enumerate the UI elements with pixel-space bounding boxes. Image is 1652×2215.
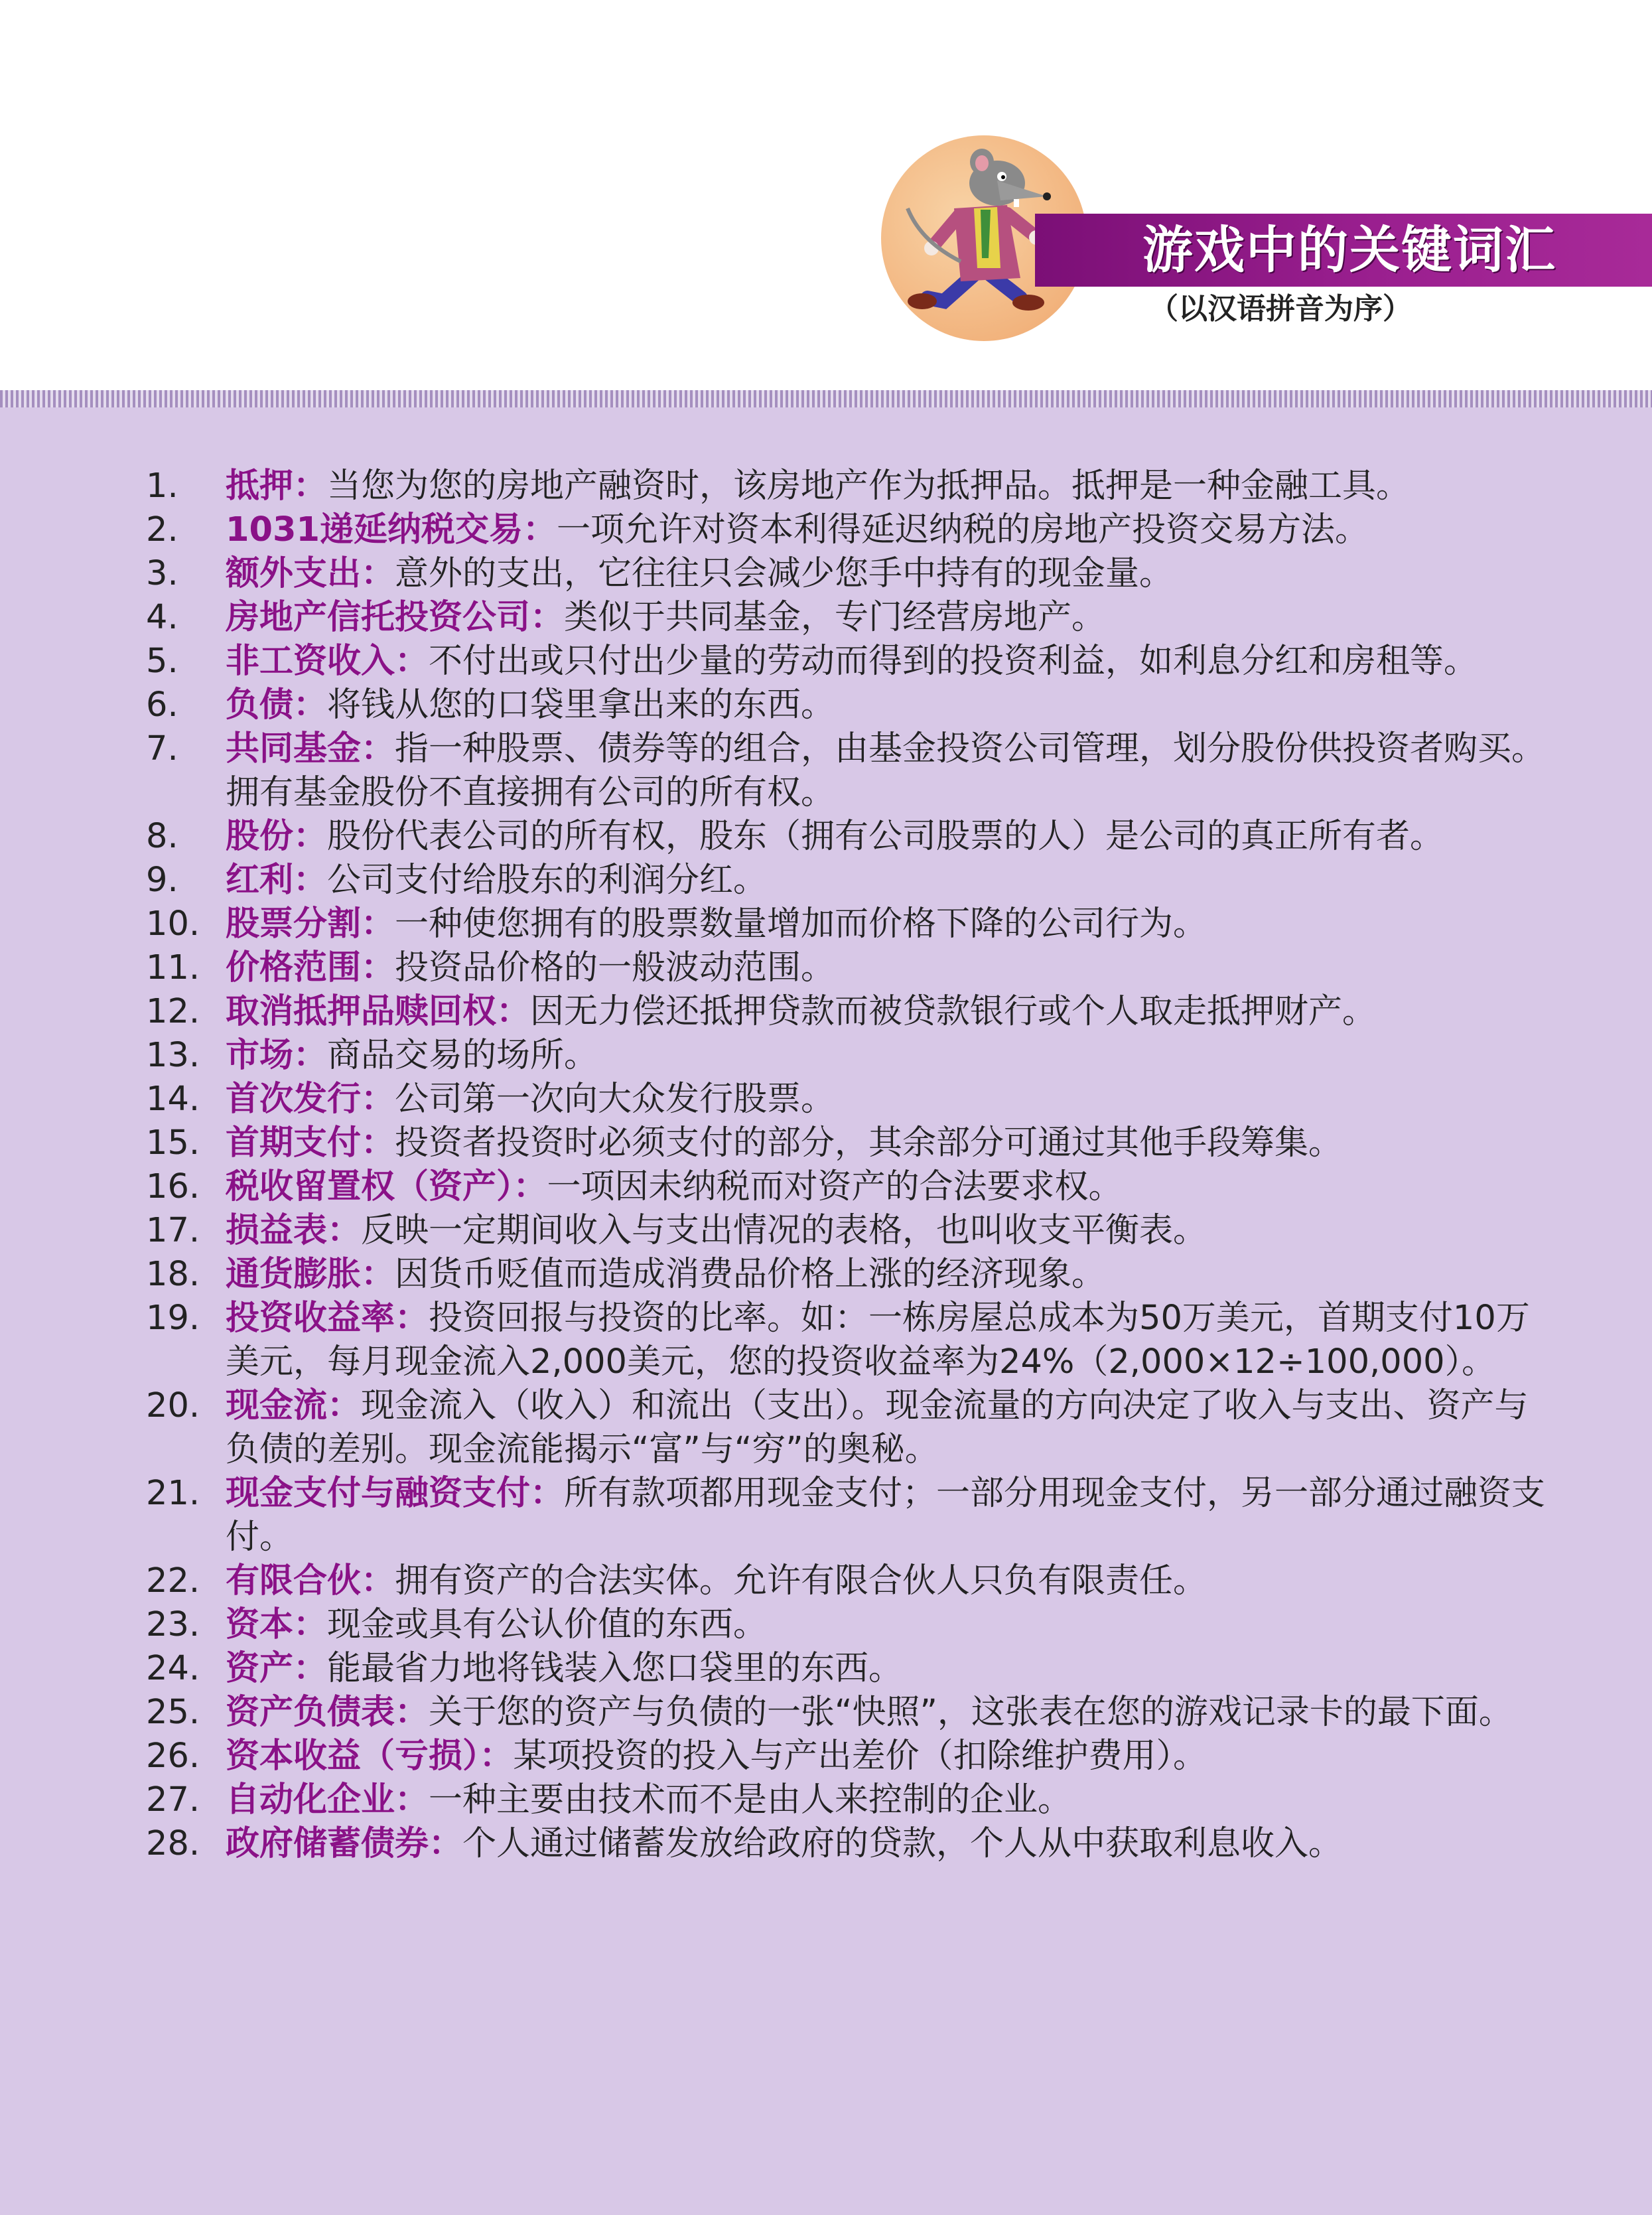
entry-definition: 公司支付给股东的利润分红。 <box>327 861 768 900</box>
entry-colon: ： <box>327 1211 362 1250</box>
list-item <box>146 1253 1552 1297</box>
entry-colon: ： <box>429 1824 463 1863</box>
entry-colon: ： <box>293 1036 328 1075</box>
glossary-list <box>146 464 1552 1866</box>
list-item <box>146 683 1552 727</box>
entry-number: 22. <box>146 1561 200 1601</box>
entry-number: 28. <box>146 1824 200 1863</box>
entry-definition: 一种主要由技术而不是由人来控制的企业。 <box>429 1780 1072 1820</box>
entry-definition: 投资者投资时必须支付的部分，其余部分可通过其他手段筹集。 <box>395 1123 1343 1163</box>
list-item <box>146 1297 1552 1384</box>
entry-term: 非工资收入 <box>226 642 395 681</box>
list-item <box>146 1384 1552 1472</box>
entry-colon: ： <box>361 1255 395 1294</box>
entry-colon: ： <box>479 1737 514 1776</box>
entry-text <box>226 464 1552 508</box>
entry-number: 5. <box>146 642 178 681</box>
entry-number: 26. <box>146 1737 200 1776</box>
entry-colon: ： <box>293 1649 328 1688</box>
entry-number: 12. <box>146 992 200 1031</box>
entry-text <box>226 1078 1552 1121</box>
list-item <box>146 946 1552 990</box>
entry-colon: ： <box>395 642 429 681</box>
entry-definition: 将钱从您的口袋里拿出来的东西。 <box>327 685 835 725</box>
entry-definition: 因货币贬值而造成消费品价格上涨的经济现象。 <box>395 1255 1106 1294</box>
entry-number: 6. <box>146 685 178 725</box>
list-item <box>146 1822 1552 1866</box>
list-item <box>146 1034 1552 1078</box>
entry-text <box>226 946 1552 990</box>
entry-text <box>226 1209 1552 1253</box>
entry-text <box>226 683 1552 727</box>
entry-term: 资产负债表 <box>226 1693 395 1732</box>
entry-term: 股票分割 <box>226 904 362 944</box>
entry-term: 资产 <box>226 1649 294 1688</box>
entry-definition: 指一种股票、债券等的组合，由基金投资公司管理，划分股份供投资者购买。拥有基金股份不直接拥有公司的所有权。 <box>226 729 1546 812</box>
entry-term: 市场 <box>226 1036 294 1075</box>
entry-term: 首期支付 <box>226 1123 362 1163</box>
list-item <box>146 1735 1552 1778</box>
entry-number: 4. <box>146 598 178 637</box>
entry-term: 共同基金 <box>226 729 362 768</box>
list-item <box>146 1778 1552 1822</box>
entry-colon: ： <box>361 948 395 987</box>
entry-definition: 一项允许对资本利得延迟纳税的房地产投资交易方法。 <box>556 510 1369 549</box>
page-subtitle: （以汉语拼音为序） <box>1149 292 1412 326</box>
entry-definition: 因无力偿还抵押贷款而被贷款银行或个人取走抵押财产。 <box>530 992 1377 1031</box>
entry-text <box>226 1384 1552 1472</box>
list-item <box>146 1559 1552 1603</box>
entry-number: 17. <box>146 1211 200 1250</box>
entry-text <box>226 1735 1552 1778</box>
entry-colon: ： <box>513 1167 547 1206</box>
entry-definition: 一种使您拥有的股票数量增加而价格下降的公司行为。 <box>395 904 1207 944</box>
entry-number: 13. <box>146 1036 200 1075</box>
entry-term: 额外支出 <box>226 554 362 593</box>
entry-term: 资本 <box>226 1605 294 1644</box>
entry-term: 负债 <box>226 685 294 725</box>
entry-definition: 不付出或只付出少量的劳动而得到的投资利益，如利息分红和房租等。 <box>429 642 1478 681</box>
entry-definition: 一项因未纳税而对资产的合法要求权。 <box>547 1167 1123 1206</box>
entry-term: 政府储蓄债券 <box>226 1824 429 1863</box>
entry-term: 股份 <box>226 817 294 856</box>
entry-text <box>226 1034 1552 1078</box>
entry-definition: 股份代表公司的所有权，股东（拥有公司股票的人）是公司的真正所有者。 <box>327 817 1444 856</box>
entry-colon: ： <box>361 1123 395 1163</box>
entry-term: 资本收益（亏损） <box>226 1737 480 1776</box>
list-item <box>146 990 1552 1034</box>
list-item <box>146 859 1552 902</box>
entry-colon: ： <box>395 1299 429 1338</box>
entry-number: 11. <box>146 948 200 987</box>
entry-number: 24. <box>146 1649 200 1688</box>
entry-number: 18. <box>146 1255 200 1294</box>
entry-term: 红利 <box>226 861 294 900</box>
entry-colon: ： <box>293 817 328 856</box>
entry-term: 现金支付与融资支付 <box>226 1474 531 1513</box>
entry-text <box>226 727 1552 815</box>
list-item <box>146 1603 1552 1647</box>
entry-term: 取消抵押品赎回权 <box>226 992 497 1031</box>
entry-term: 抵押 <box>226 466 294 506</box>
entry-number: 2. <box>146 510 178 549</box>
entry-text <box>226 1559 1552 1603</box>
entry-colon: ： <box>395 1780 429 1820</box>
entry-colon: ： <box>496 992 531 1031</box>
list-item <box>146 464 1552 508</box>
entry-term: 现金流 <box>226 1386 328 1425</box>
entry-definition: 商品交易的场所。 <box>327 1036 598 1075</box>
page-top <box>0 0 1652 390</box>
entry-colon: ： <box>361 554 395 593</box>
entry-text <box>226 1822 1552 1866</box>
entry-text <box>226 1253 1552 1297</box>
entry-definition: 某项投资的投入与产出差价（扣除维护费用）。 <box>513 1737 1207 1776</box>
entry-colon: ： <box>395 1693 429 1732</box>
entry-colon: ： <box>293 861 328 900</box>
entry-term: 损益表 <box>226 1211 328 1250</box>
entry-text <box>226 552 1552 596</box>
list-item <box>146 1472 1552 1559</box>
entry-text <box>226 1778 1552 1822</box>
list-item <box>146 902 1552 946</box>
list-item <box>146 815 1552 859</box>
entry-text <box>226 990 1552 1034</box>
entry-term: 自动化企业 <box>226 1780 395 1820</box>
entry-text <box>226 902 1552 946</box>
page-title: 游戏中的关键词汇 <box>1142 220 1556 279</box>
entry-text <box>226 596 1552 640</box>
entry-number: 19. <box>146 1299 200 1338</box>
entry-term: 税收留置权（资产） <box>226 1167 514 1206</box>
entry-definition: 个人通过储蓄发放给政府的贷款，个人从中获取利息收入。 <box>462 1824 1343 1863</box>
entry-definition: 意外的支出，它往往只会减少您手中持有的现金量。 <box>395 554 1174 593</box>
list-item <box>146 1078 1552 1121</box>
list-item <box>146 596 1552 640</box>
entry-number: 1. <box>146 466 178 506</box>
entry-definition: 投资回报与投资的比率。如：一栋房屋总成本为50万美元，首期支付10万美元，每月现金流入2,000美元，您的投资收益率为24%（2,000×12÷100,000）。 <box>226 1299 1530 1382</box>
entry-number: 23. <box>146 1605 200 1644</box>
entry-definition: 公司第一次向大众发行股票。 <box>395 1080 835 1119</box>
entry-definition: 所有款项都用现金支付；一部分用现金支付，另一部分通过融资支付。 <box>226 1474 1546 1557</box>
entry-text <box>226 815 1552 859</box>
entry-definition: 现金流入（收入）和流出（支出）。现金流量的方向决定了收入与支出、资产与负债的差别。现金流能揭示“富”与“穷”的奥秘。 <box>226 1386 1529 1469</box>
list-item <box>146 552 1552 596</box>
entry-number: 9. <box>146 861 178 900</box>
entry-term: 价格范围 <box>226 948 362 987</box>
list-item <box>146 1209 1552 1253</box>
entry-colon: ： <box>530 1474 565 1513</box>
entry-number: 16. <box>146 1167 200 1206</box>
list-item <box>146 727 1552 815</box>
entry-term: 投资收益率 <box>226 1299 395 1338</box>
entry-colon: ： <box>522 510 557 549</box>
entry-term: 通货膨胀 <box>226 1255 362 1294</box>
entry-definition: 反映一定期间收入与支出情况的表格，也叫收支平衡表。 <box>361 1211 1207 1250</box>
entry-text <box>226 859 1552 902</box>
entry-definition: 投资品价格的一般波动范围。 <box>395 948 835 987</box>
entry-colon: ： <box>293 466 328 506</box>
entry-colon: ： <box>327 1386 362 1425</box>
list-item <box>146 508 1552 552</box>
entry-definition: 当您为您的房地产融资时，该房地产作为抵押品。抵押是一种金融工具。 <box>327 466 1411 506</box>
divider-stripe <box>0 390 1652 407</box>
entry-term: 首次发行 <box>226 1080 362 1119</box>
entry-colon: ： <box>293 685 328 725</box>
entry-definition: 类似于共同基金，专门经营房地产。 <box>564 598 1106 637</box>
entry-number: 7. <box>146 729 178 768</box>
entry-term: 1031递延纳税交易 <box>226 510 523 549</box>
entry-text <box>226 1472 1552 1559</box>
entry-number: 15. <box>146 1123 200 1163</box>
entry-colon: ： <box>530 598 565 637</box>
entry-number: 8. <box>146 817 178 856</box>
entry-text <box>226 1165 1552 1209</box>
entry-text <box>226 508 1552 552</box>
entry-number: 27. <box>146 1780 200 1820</box>
entry-colon: ： <box>361 1561 395 1601</box>
list-item <box>146 640 1552 683</box>
entry-definition: 能最省力地将钱装入您口袋里的东西。 <box>327 1649 903 1688</box>
list-item <box>146 1647 1552 1691</box>
list-item <box>146 1165 1552 1209</box>
entry-number: 10. <box>146 904 200 944</box>
entry-text <box>226 640 1552 683</box>
entry-term: 有限合伙 <box>226 1561 362 1601</box>
entry-definition: 现金或具有公认价值的东西。 <box>327 1605 768 1644</box>
entry-text <box>226 1647 1552 1691</box>
entry-text <box>226 1691 1552 1735</box>
entry-number: 3. <box>146 554 178 593</box>
entry-definition: 拥有资产的合法实体。允许有限合伙人只负有限责任。 <box>395 1561 1207 1601</box>
list-item <box>146 1121 1552 1165</box>
entry-text <box>226 1297 1552 1384</box>
entry-text <box>226 1121 1552 1165</box>
entry-text <box>226 1603 1552 1647</box>
entry-colon: ： <box>293 1605 328 1644</box>
entry-term: 房地产信托投资公司 <box>226 598 531 637</box>
entry-colon: ： <box>361 729 395 768</box>
list-item <box>146 1691 1552 1735</box>
entry-colon: ： <box>361 904 395 944</box>
entry-number: 25. <box>146 1693 200 1732</box>
entry-number: 14. <box>146 1080 200 1119</box>
entry-colon: ： <box>361 1080 395 1119</box>
entry-definition: 关于您的资产与负债的一张“快照”，这张表在您的游戏记录卡的最下面。 <box>429 1693 1513 1732</box>
entry-number: 20. <box>146 1386 200 1425</box>
entry-number: 21. <box>146 1474 200 1513</box>
